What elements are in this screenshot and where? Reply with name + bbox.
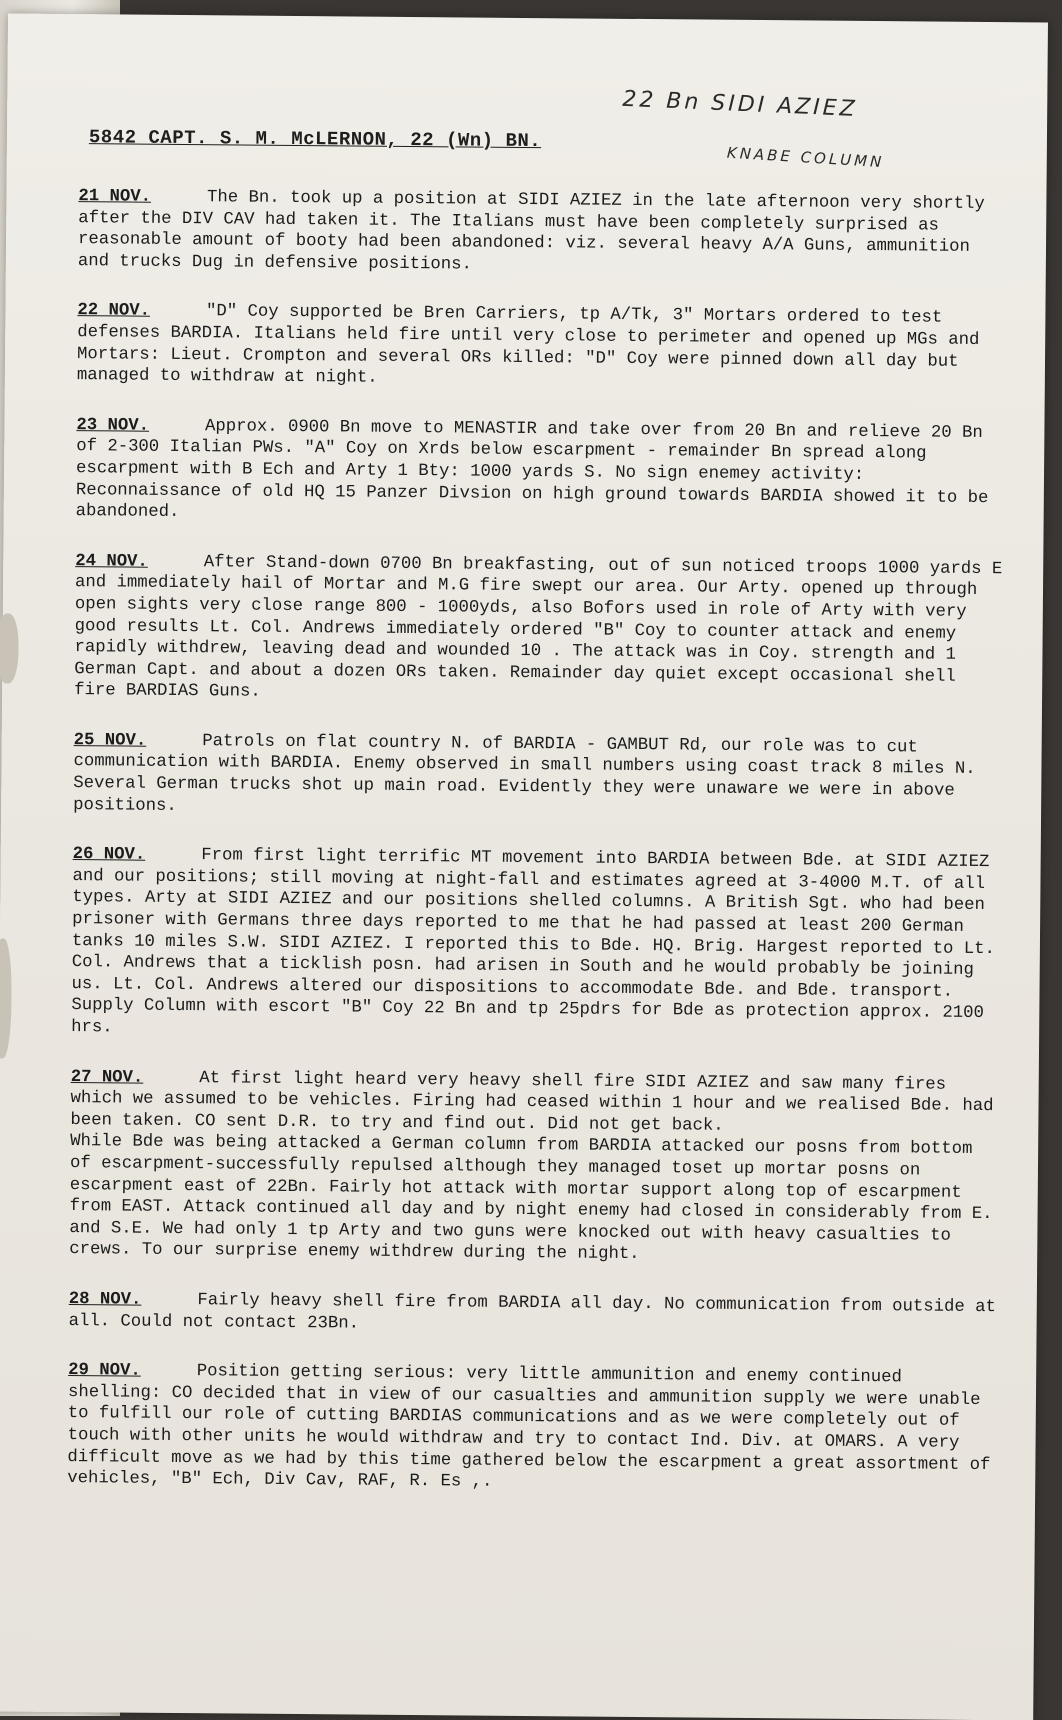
diary-entry	[76, 415, 1007, 531]
entry-date: 22 NOV.	[77, 301, 151, 322]
entry-date: 23 NOV.	[76, 415, 150, 436]
diary-entry	[78, 186, 1009, 280]
entry-text: Fairly heavy shell fire from BARDIA all day. No communication from outside at all. Could not contact 23Bn.	[68, 1291, 996, 1334]
entry-text: At first light heard very heavy shell fire SIDI AZIEZ and saw many fires which we assumed to be vehicles. Firing had ceased within 1 hour and we realised Bde. had been taken. CO sent D.R. to try and find out. Did not get back. While Bde was being attacked a German column from BARDIA attacked our posns from bottom of escarpment-successfully repulsed although they managed toset up mortar posns on escarpment east of 22Bn. Fairly hot attack with mortar support along top of escarpment from EAST. Attack continued all day and by night enemy had closed in considerably from E. and S.E. We had only 1 tp Arty and two guns were knocked out with heavy casualties to crews. To our surprise enemy withdrew during the night.	[69, 1068, 994, 1265]
diary-entry	[77, 300, 1008, 394]
diary-entry	[71, 844, 1003, 1046]
entry-text: Approx. 0900 Bn move to MENASTIR and take over from 20 Bn and relieve 20 Bn of 2-300 Italian PWs. "A" Coy on Xrds below escarpment - remainder Bn spread along escarpment with B Ech and Arty 1 Bty: 1000 yards S. No sign enemey activity: Reconnaissance of old HQ 15 Panzer Divsion on high ground towards BARDIA showed it to be abandoned.	[75, 416, 989, 523]
diary-entry	[73, 730, 1004, 824]
entry-text: The Bn. took up a position at SIDI AZIEZ in the late afternoon very shortly after the DIV CAV had taken it. The Italians must have been completely surprised as reasonable amount of booty had been abandoned: viz. several heavy A/A Guns, ammunition and trucks Dug in defensive positions.	[77, 188, 985, 275]
entry-text: After Stand-down 0700 Bn breakfasting, out of sun noticed troops 1000 yards E and immediately hail of Mortar and M.G fire swept our area. Our Arty. opened up through open sights very close range 800 - 1000yds, also Bofors used in role of Arty with very good results Lt. Col. Andrews immediately ordered "B" Coy to counter attack and enemy rapidly withdrew, leaving dead and wounded 10 . The attack was in Coy. strength and 1 German Capt. and about a dozen ORs taken. Remainder day quiet except occasional shell fire BARDIAS Guns.	[74, 552, 1003, 702]
entry-text: Patrols on flat country N. of BARDIA - GAMBUT Rd, our role was to cut communication with BARDIA. Enemy observed in small numbers using coast track 8 miles N. Several German trucks shot up main road. Evidently they were unaware we were in above positions.	[73, 732, 976, 816]
diary-entries	[67, 186, 1009, 1526]
entry-date: 26 NOV.	[72, 845, 146, 865]
torn-edge	[0, 613, 19, 683]
entry-text: Position getting serious: very little ammunition and enemy continued shelling: CO decided that in view of our casualties and ammunition supply we were unable to fulfill our role of cutting BARDIAS communications and as we were completely out of touch with other units he would withdraw and try to contact Ind. Div. at OMARS. A very difficult move as we had by this time gathered below the escarpment a great assortment of vehicles, "B" Ech, Div Cav, RAF, R. Es ,.	[67, 1362, 991, 1492]
entry-date: 27 NOV.	[70, 1067, 144, 1088]
entry-text: From first light terrific MT movement into BARDIA between Bde. at SIDI AZIEZ and our positions; still moving at night-fall and estimates agreed at 3-4000 M.T. of all types. Arty at SIDI AZIEZ and our positions shelled columns. A British Sgt. who had been prisoner with Germans three days reported to me that he had passed at least 200 German tanks 10 miles S.W. SIDI AZIEZ. I reported this to Bde. HQ. Brig. Hargest reported to Lt. Col. Andrews that a ticklish posn. had arisen in South and he would probably be joining us. Lt. Col. Andrews altered our dispositions to accommodate Bde. and Bde. transport. Supply Column with escort "B" Coy 22 Bn and tp 25pdrs for Bde as protection approx. 2100 hrs.	[71, 846, 995, 1038]
entry-date: 28 NOV.	[68, 1289, 142, 1310]
entry-text: "D" Coy supported be Bren Carriers, tp A/Tk, 3" Mortars ordered to test defenses BARDIA. Italians held fire until very close to perimeter and opened up MGs and Mortars: Lieut. Crompton and several ORs killed: "D" Coy were pinned down all day but managed to withdraw at night.	[76, 302, 980, 388]
entry-date: 21 NOV.	[78, 187, 152, 207]
torn-edge	[0, 938, 12, 1058]
handwritten-note-battalion: 22 Bn SIDI AZIEZ	[621, 86, 859, 122]
entry-date: 25 NOV.	[73, 730, 147, 751]
diary-entry	[69, 1289, 999, 1340]
entry-date: 29 NOV.	[68, 1361, 141, 1381]
diary-entry	[69, 1067, 1001, 1269]
typed-page	[0, 13, 1048, 1720]
diary-entry	[67, 1360, 998, 1498]
document-heading: 5842 CAPT. S. M. McLERNON, 22 (Wn) BN.	[88, 126, 542, 153]
entry-date: 24 NOV.	[75, 551, 148, 572]
diary-entry	[74, 551, 1005, 710]
handwritten-note-column: KNABE COLUMN	[726, 143, 885, 172]
